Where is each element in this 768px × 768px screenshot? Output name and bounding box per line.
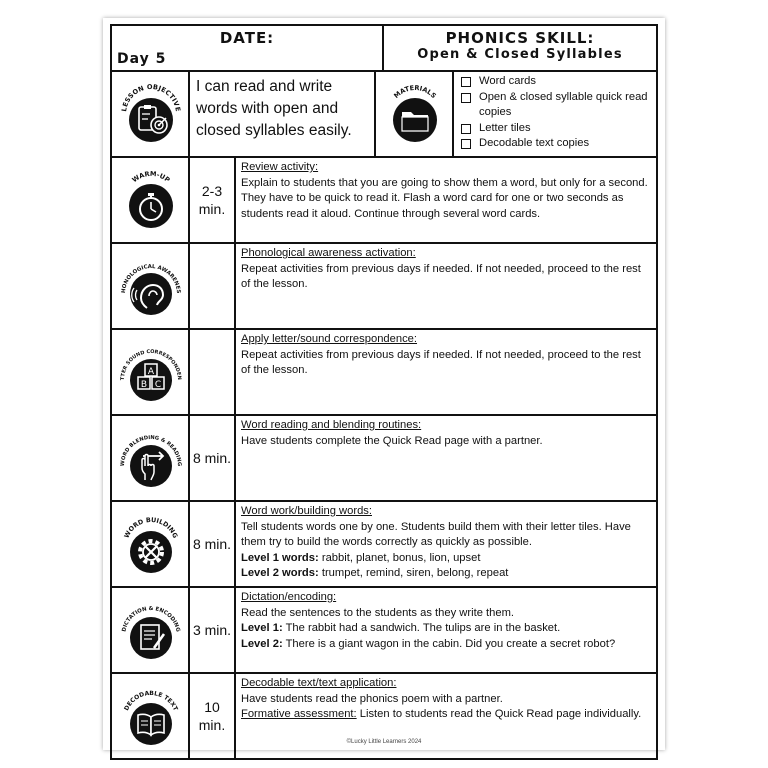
time-cell: [190, 244, 236, 328]
time-cell: 10 min.: [190, 674, 236, 758]
time-cell: 2-3 min.: [190, 158, 236, 242]
time-cell: 3 min.: [190, 588, 236, 672]
warm-up-icon-label: WARM-UP: [130, 169, 172, 185]
phonological-awareness-icon-label: HONOLOGICAL AWARENES: [120, 263, 182, 294]
activity-text: Repeat activities from previous days if needed. If not needed, proceed to the rest of the lesson.: [241, 348, 641, 376]
materials-icon-label: MATERIALS: [392, 83, 438, 100]
materials-list: [454, 72, 656, 156]
checkbox: [461, 77, 471, 87]
date-cell: [112, 26, 384, 70]
materials-item-label: Open & closed syllable quick read copies: [479, 90, 648, 118]
objective-text: I can read and write words with open and closed syllables easily.: [190, 72, 376, 156]
lesson-row-word-building: [112, 502, 656, 588]
word-building-icon-cell: [112, 502, 190, 586]
objective-row: [112, 72, 656, 158]
level-text: trumpet, remind, siren, belong, repeat: [318, 567, 509, 579]
level-separator: :: [315, 551, 319, 564]
lesson-objective-icon-label: LESSON OBJECTIVE: [120, 82, 182, 113]
lesson-row-warm-up: [112, 158, 656, 244]
activity-text: Have students read the phonics poem with a partner.: [241, 692, 503, 705]
level-1-sentences: [241, 621, 651, 637]
lesson-row-decodable-text: [112, 674, 656, 758]
lesson-objective-icon: [119, 82, 183, 146]
level-label: Level 1 words: [241, 551, 315, 564]
activity-title: Decodable text/text application:: [241, 677, 397, 689]
svg-text:MATERIALS: [392, 84, 438, 100]
level-1-words: [241, 551, 651, 567]
materials-item: [459, 121, 651, 137]
activity-description: [236, 158, 656, 242]
copyright-footer: ©Lucky Little Learners 2024: [346, 739, 422, 745]
header-row: [112, 26, 656, 72]
word-building-icon-label: WORD BUILDING: [122, 515, 180, 540]
block-letter-a: A: [147, 367, 155, 377]
time-cell: [190, 330, 236, 414]
day-label: Day 5: [117, 51, 167, 67]
pointing-hand-icon: [119, 426, 183, 490]
activity-description: [236, 588, 656, 672]
level-text: The rabbit had a sandwich. The tulips are in the basket.: [282, 622, 561, 634]
materials-item: [459, 74, 651, 90]
word-blending-icon-cell: [112, 416, 190, 500]
level-2-sentences: [241, 637, 651, 653]
materials-folder-icon: [383, 82, 447, 146]
checkbox: [461, 139, 471, 149]
word-blending-icon-label: WORD BLENDING & READING: [119, 434, 183, 467]
checkbox: [461, 124, 471, 134]
gear-wrench-icon: [119, 512, 183, 576]
phonics-skill-cell: [384, 26, 656, 70]
level-label: Level 2:: [241, 637, 283, 650]
lesson-row-phonological-awareness: [112, 244, 656, 330]
level-separator: :: [315, 567, 319, 579]
letter-sound-icon-cell: [112, 330, 190, 414]
level-2-words: [241, 566, 651, 582]
decodable-icon-cell: [112, 674, 190, 758]
materials-item: [459, 136, 651, 152]
activity-description: [236, 416, 656, 500]
skill-title: PHONICS SKILL:: [445, 29, 595, 47]
time-cell: 8 min.: [190, 502, 236, 586]
letter-sound-icon-label: TTER SOUND CORRESPONDEN: [119, 348, 183, 381]
lesson-row-letter-sound: [112, 330, 656, 416]
time-cell: 8 min.: [190, 416, 236, 500]
date-label: DATE:: [219, 29, 275, 47]
level-text: There is a giant wagon in the cabin. Did you create a secret robot?: [282, 637, 616, 650]
formative-label: Formative assessment:: [241, 708, 357, 720]
skill-name: Open & Closed Syllables: [417, 47, 623, 62]
activity-title: Phonological awareness activation:: [241, 247, 416, 259]
checkbox: [461, 93, 471, 103]
formative-assessment: [241, 707, 651, 723]
objective-icon-cell: [112, 72, 190, 156]
level-label: Level 2 words: [241, 567, 315, 579]
activity-title: Dictation/encoding:: [241, 591, 337, 603]
activity-title: Review activity:: [241, 161, 319, 173]
activity-text: Have students complete the Quick Read page with a partner.: [241, 434, 543, 447]
activity-text: Repeat activities from previous days if needed. If not needed, proceed to the rest of the lesson.: [241, 262, 641, 290]
materials-icon-cell: [376, 72, 454, 156]
lesson-row-word-blending: [112, 416, 656, 502]
dictation-icon-cell: [112, 588, 190, 672]
stopwatch-icon: [119, 168, 183, 232]
phonological-icon-cell: [112, 244, 190, 328]
lesson-row-dictation: [112, 588, 656, 674]
warm-up-icon-cell: [112, 158, 190, 242]
activity-text: Tell students words one by one. Students build them with their letter tiles. Have them try to build the words correctly as quickly as possible.: [241, 520, 631, 548]
activity-description: [236, 244, 656, 328]
block-letter-c: C: [154, 380, 162, 390]
activity-title: Word work/building words:: [241, 505, 372, 517]
notepad-pencil-icon: [119, 598, 183, 662]
materials-item-label: Letter tiles: [479, 121, 531, 134]
activity-title: Apply letter/sound correspondence:: [241, 333, 418, 345]
activity-title: Word reading and blending routines:: [241, 419, 422, 431]
activity-description: [236, 674, 656, 758]
level-text: rabbit, planet, bonus, lion, upset: [318, 551, 481, 564]
materials-item: [459, 90, 651, 121]
level-label: Level 1:: [241, 622, 283, 634]
lesson-plan-table: [110, 24, 658, 760]
activity-text: Read the sentences to the students as they write them.: [241, 606, 515, 619]
ear-icon: [119, 254, 183, 318]
formative-text: Listen to students read the Quick Read page individually.: [356, 708, 642, 720]
dictation-icon-label: DICTATION & ENCODING: [121, 605, 181, 633]
activity-description: [236, 330, 656, 414]
materials-item-label: Decodable text copies: [479, 137, 590, 149]
activity-text: Explain to students that you are going to show them a word, but only for a second. They have to be quick to read it. Flash a word card for one or two seconds as students read it aloud. Continue through several word cards.: [241, 176, 648, 220]
block-letter-b: B: [140, 380, 148, 390]
materials-item-label: Word cards: [479, 75, 536, 87]
decodable-text-icon-label: DECODABLE TEXT: [123, 689, 179, 712]
activity-description: [236, 502, 656, 586]
svg-text:WARM-UP: [131, 170, 172, 184]
abc-blocks-icon: [119, 340, 183, 404]
